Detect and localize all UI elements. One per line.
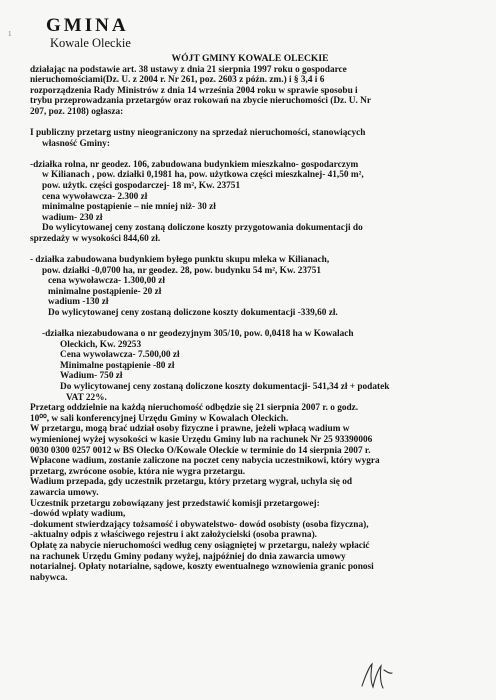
text-line: działając na podstawie art. 38 ustawy z dnia 21 sierpnia 1997 roku o gospodarce (30, 64, 347, 75)
text-line: -dowód wpłaty wadium, (30, 509, 126, 520)
text-line: - działka zabudowana budynkiem byłego punktu skupu mleka w Kilianach, (30, 255, 330, 265)
paragraph-gap (30, 245, 470, 256)
text-line: Opłatę za nabycie nieruchomości według ceny osiągniętej w przetargu, należy wpłacić (30, 540, 370, 551)
text-line: wadium- 230 zł (42, 212, 103, 223)
text-line: wymienionej wyżej wysokości w kasie Urzędu Gminy lub na rachunek Nr 25 93390006 (30, 435, 373, 445)
handwritten-signature (356, 660, 396, 692)
text-line: W przetargu, mogą brać udział osoby fizyczne i prawne, jeżeli wpłacą wadium w (30, 424, 350, 435)
text-line: na rachunek Urzędu Gminy podany wyżej, najpóźniej do dnia zawarcia umowy (30, 551, 346, 562)
text-line: Cena wywoławcza- 7.500,00 zł (60, 350, 180, 361)
text-line: pow. działki -0,0700 ha, nr geodez. 28, pow. budynku 54 m², Kw. 23751 (42, 265, 321, 276)
text-line: nieruchomościami(Dz. U. z 2004 r. Nr 261, poz. 2603 z późn. zm.) i § 3,4 i 6 (30, 75, 325, 86)
text-line: 0030 0300 0257 0012 w BS Olecko O/Kowale Oleckie w terminie do 14 sierpnia 2007 r. (30, 445, 371, 456)
gmina-logo (46, 16, 131, 50)
text-line: minimalne postąpienie – nie mniej niż- 30 zł (42, 202, 216, 213)
margin-mark: 1 (8, 30, 12, 38)
text-line: -działka niezabudowana o nr geodezyjnym 305/10, pow. 0,0418 ha w Kowalach (42, 329, 354, 340)
text-line: Wadium- 750 zł (60, 371, 123, 382)
text-line: trybu przeprowadzania przetargów oraz rokowań na zbycie nieruchomości (Dz. U. Nr (30, 96, 372, 107)
text-line: przetarg, zwrócone osobie, która nie wygra przetargu. (30, 466, 246, 477)
text-line: Wpłacone wadium, zostanie zaliczone na poczet ceny nabycia uczestnikowi, który wygra (30, 456, 380, 467)
text-line: Uczestnik przetargu zobowiązany jest przedstawić komisji przetargowej: (30, 498, 320, 509)
document-title: WÓJT GMINY KOWALE OLECKIE (171, 53, 329, 64)
paragraph-gap (30, 118, 470, 129)
text-line: -aktualny odpis z właściwego rejestru i akt założycielski (osoba prawna). (30, 530, 317, 541)
text-line: -dokument stwierdzający tożsamość i obywatelstwo- dowód osobisty (osoba fizyczna), (30, 519, 369, 530)
text-line: pow. użytk. części gospodarczej- 18 m², Kw. 23751 (42, 180, 241, 191)
text-line: Przetarg oddzielnie na każdą nieruchomość odbędzie się 21 sierpnia 2007 r. o godz. (30, 403, 359, 414)
announcement-lines (30, 65, 470, 584)
text-line: -działka rolna, nr geodez. 106, zabudowana budynkiem mieszkalno- gospodarczym (30, 159, 359, 170)
logo-title: GMINA (46, 15, 129, 36)
text-line: wadium -130 zł (48, 297, 109, 308)
text-line: I publiczny przetarg ustny nieograniczony na sprzedaż nieruchomości, stanowiących (30, 128, 366, 139)
paragraph-gap (30, 319, 470, 330)
announcement-body (30, 54, 470, 583)
text-line: Oleckich, Kw. 29253 (60, 339, 142, 350)
text-line: w Kilianach , pow. działki 0,1981 ha, pow. użytkowa części mieszkalnej- 41,50 m², (42, 170, 364, 181)
text-line: 207, poz. 2108) ogłasza: (30, 106, 124, 117)
text-line: zawarcia umowy. (30, 487, 99, 498)
logo-subtitle: Kowale Oleckie (50, 36, 131, 50)
text-line: notarialnej. Opłaty notarialne, sądowe, koszty ewentualnego wznowienia granic ponosi (30, 562, 374, 573)
text-line: VAT 22%. (66, 392, 107, 403)
text-line: Do wylicytowanej ceny zostaną doliczone koszty dokumentacji- 541,34 zł + podatek (60, 382, 390, 393)
text-line: sprzedaży w wysokości 844,60 zł. (30, 233, 161, 244)
text-line: rozporządzenia Rady Ministrów z dnia 14 września 2004 roku w sprawie sposobu i (30, 85, 358, 96)
text-line: minimalne postąpienie- 20 zł (48, 286, 162, 297)
text-line: Do wylicytowanej ceny zostaną doliczone koszty przygotowania dokumentacji do (42, 223, 363, 234)
text-line: Minimalne postąpienie -80 zł (60, 360, 175, 371)
text-line: nabywca. (30, 572, 68, 583)
text-line: Wadium przepada, gdy uczestnik przetargu, który przetarg wygrał, uchyla się od (30, 477, 353, 488)
text-line: własność Gminy: (42, 138, 110, 149)
paragraph-gap (30, 149, 470, 160)
text-line: 10⁰⁰, w sali konferencyjnej Urzędu Gminy w Kowalach Oleckich. (30, 413, 289, 424)
text-line: cena wywoławcza- 2.300 zł (42, 191, 148, 202)
text-line: cena wywoławcza- 1.300,00 zł (48, 276, 165, 287)
text-line: Do wylicytowanej ceny zostaną doliczone koszty dokumentacji -339,60 zł. (48, 307, 338, 318)
